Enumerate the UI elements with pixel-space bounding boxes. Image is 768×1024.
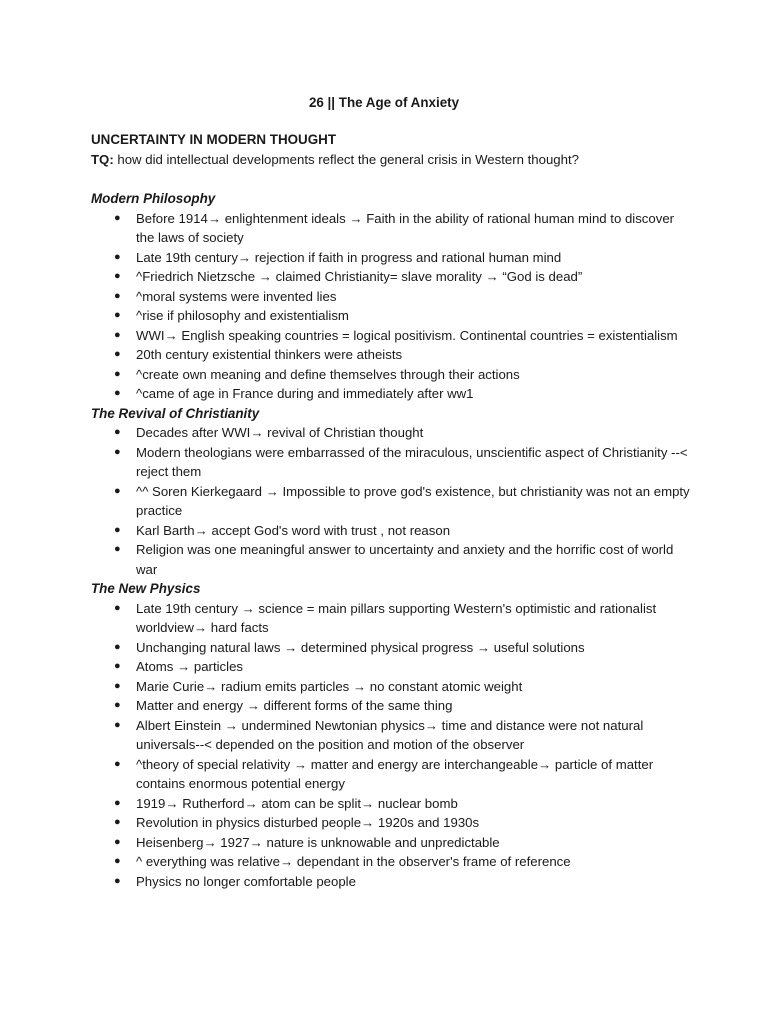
list-item-text: Late 19th century → science = main pillars supporting Western's optimistic and rationalist worldview→ hard facts (136, 600, 657, 635)
list-item-text: Matter and energy → different forms of the same thing (136, 698, 453, 713)
section-new-physics (91, 579, 691, 891)
list-item (91, 833, 691, 853)
tq-text: how did intellectual developments reflect the general crisis in Western thought? (113, 152, 579, 167)
list-item (91, 443, 691, 482)
list-item (91, 599, 691, 638)
list-item-text: ^^ Soren Kierkegaard → Impossible to prove god's existence, but christianity was not an empty practice (136, 483, 690, 518)
bullet-icon: ● (114, 270, 121, 282)
list-item (91, 638, 691, 658)
bullet-icon: ● (114, 211, 121, 224)
bullet-icon: ● (114, 523, 121, 536)
list-item-text: ^moral systems were invented lies (136, 288, 337, 304)
bullet-icon: ● (114, 640, 121, 653)
bullet-icon: ● (114, 816, 121, 828)
bullet-icon: ● (114, 543, 121, 555)
bullet-icon: ● (114, 855, 121, 867)
list-item-text: WWI→ English speaking countries = logical positivism. Continental countries = existentialism (136, 327, 678, 343)
section-modern-philosophy (91, 189, 691, 404)
bullet-list (91, 599, 691, 892)
bullet-icon: ● (114, 426, 121, 438)
bullet-icon: ● (114, 679, 121, 692)
list-item (91, 813, 691, 833)
bullet-list (91, 423, 691, 579)
list-item-text: ^came of age in France during and immediately after ww1 (136, 386, 474, 401)
list-item (91, 696, 691, 716)
list-item-text: Atoms → particles (136, 659, 243, 674)
bullet-icon: ● (114, 445, 121, 458)
list-item-text: Unchanging natural laws → determined physical progress → useful solutions (136, 639, 585, 655)
list-item (91, 306, 691, 326)
topic-question (91, 151, 731, 168)
list-item (91, 482, 691, 521)
list-item-text: Decades after WWI→ revival of Christian thought (136, 425, 424, 440)
list-item (91, 540, 691, 579)
list-item-text: ^ everything was relative→ dependant in the observer's frame of reference (136, 854, 571, 869)
bullet-icon: ● (114, 835, 121, 848)
list-item (91, 248, 691, 268)
tq-label: TQ: (91, 152, 114, 167)
list-item-text: ^rise if philosophy and existentialism (136, 308, 349, 323)
list-item-text: Religion was one meaningful answer to uncertainty and anxiety and the horrific cost of world war (136, 542, 674, 577)
section-title: The Revival of Christianity (91, 405, 260, 421)
main-heading: UNCERTAINTY IN MODERN THOUGHT (91, 132, 336, 147)
list-item-text: ^theory of special relativity → matter and energy are interchangeable→ particle of matter contains enormous potential energy (136, 756, 654, 791)
list-item (91, 872, 691, 892)
list-item-text: Before 1914→ enlightenment ideals → Faith in the ability of rational human mind to discover the laws of society (136, 210, 675, 245)
bullet-icon: ● (114, 484, 121, 497)
bullet-icon: ● (114, 699, 121, 711)
section-revival-of-christianity (91, 404, 691, 580)
notes-content (91, 189, 691, 891)
list-item (91, 677, 691, 697)
list-item-text: Albert Einstein → undermined Newtonian physics→ time and distance were not natural universals--< depended on the position and motion of the observer (136, 717, 644, 752)
list-item (91, 794, 691, 814)
bullet-icon: ● (114, 796, 121, 809)
bullet-icon: ● (114, 874, 121, 887)
list-item (91, 423, 691, 443)
section-title: The New Physics (91, 581, 201, 596)
bullet-icon: ● (114, 348, 121, 360)
list-item-text: 20th century existential thinkers were atheists (136, 347, 403, 362)
bullet-icon: ● (114, 250, 121, 263)
page-title: 26 || The Age of Anxiety (308, 95, 460, 110)
list-item-text: Karl Barth→ accept God's word with trust , not reason (136, 522, 451, 538)
list-item (91, 326, 691, 346)
list-item (91, 345, 691, 365)
bullet-list (91, 209, 691, 404)
list-item (91, 384, 691, 404)
list-item (91, 209, 691, 248)
bullet-icon: ● (114, 309, 121, 321)
bullet-icon: ● (114, 289, 121, 302)
list-item (91, 755, 691, 794)
section-title: Modern Philosophy (91, 191, 216, 206)
list-item (91, 521, 691, 541)
list-item (91, 716, 691, 755)
list-item (91, 852, 691, 872)
list-item-text: Physics no longer comfortable people (136, 873, 356, 889)
bullet-icon: ● (114, 367, 121, 380)
list-item-text: Modern theologians were embarrassed of the miraculous, unscientific aspect of Christianity --< reject them (136, 444, 688, 479)
list-item (91, 365, 691, 385)
bullet-icon: ● (114, 757, 121, 770)
list-item (91, 657, 691, 677)
list-item-text: Revolution in physics disturbed people→ 1920s and 1930s (136, 815, 480, 830)
list-item-text: Late 19th century→ rejection if faith in progress and rational human mind (136, 249, 562, 265)
bullet-icon: ● (114, 718, 121, 731)
list-item-text: ^create own meaning and define themselves through their actions (136, 366, 520, 382)
bullet-icon: ● (114, 601, 121, 614)
bullet-icon: ● (114, 387, 121, 399)
list-item-text: Heisenberg→ 1927→ nature is unknowable and unpredictable (136, 834, 500, 850)
list-item (91, 287, 691, 307)
bullet-icon: ● (114, 660, 121, 672)
list-item-text: 1919→ Rutherford→ atom can be split→ nuclear bomb (136, 795, 458, 811)
bullet-icon: ● (114, 328, 121, 341)
list-item-text: Marie Curie→ radium emits particles → no constant atomic weight (136, 678, 523, 694)
list-item-text: ^Friedrich Nietzsche → claimed Christianity= slave morality → “God is dead” (136, 269, 583, 284)
list-item (91, 267, 691, 287)
